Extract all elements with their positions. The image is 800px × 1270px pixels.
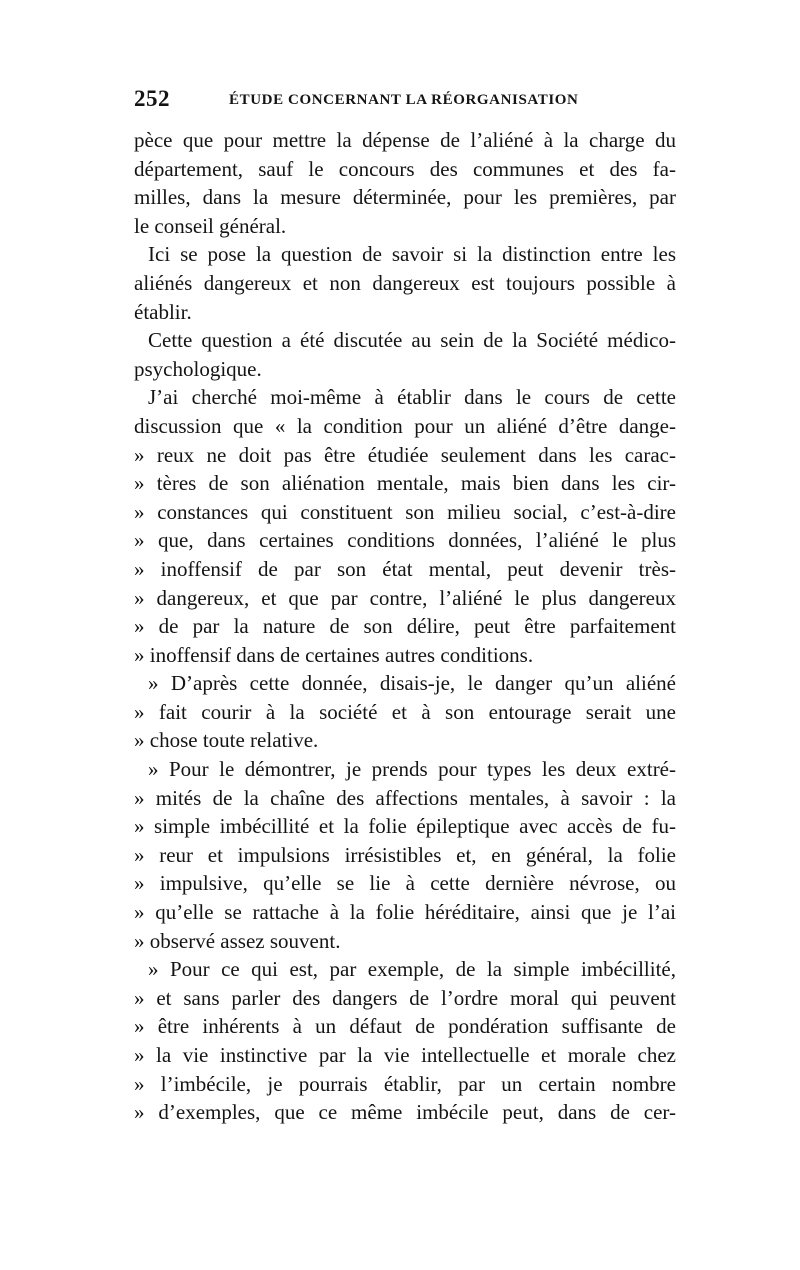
- body-text: [134, 126, 676, 1127]
- text-line: » la vie instinctive par la vie intellectuelle et morale chez: [134, 1043, 676, 1067]
- text-line: le conseil général.: [134, 213, 287, 238]
- text-line: J’ai cherché moi-même à établir dans le cours de cette: [148, 385, 676, 410]
- text-line: » être inhérents à un défaut de pondération suffisante de: [134, 1014, 676, 1039]
- text-line: » fait courir à la société et à son entourage serait une: [134, 699, 676, 724]
- text-line: pèce que pour mettre la dépense de l’aliéné à la charge du: [134, 128, 676, 152]
- text-line: » mités de la chaîne des affections mentales, à savoir : la: [134, 785, 676, 810]
- text-line: aliénés dangereux et non dangereux est toujours possible à: [134, 270, 676, 295]
- text-line: milles, dans la mesure déterminée, pour les premières, par: [134, 185, 676, 210]
- text-line: » dangereux, et que par contre, l’aliéné le plus dangereux: [134, 585, 676, 610]
- text-line: Cette question a été discutée au sein de la Société médico-: [148, 328, 676, 353]
- text-line: » Pour le démontrer, je prends pour types les deux extré-: [148, 757, 676, 782]
- text-line: » tères de son aliénation mentale, mais bien dans les cir-: [134, 471, 676, 496]
- text-line: » de par la nature de son délire, peut être parfaitement: [134, 614, 676, 639]
- text-line: » observé assez souvent.: [134, 928, 341, 953]
- text-line: » Pour ce qui est, par exemple, de la simple imbécillité,: [148, 957, 676, 982]
- text-line: » et sans parler des dangers de l’ordre moral qui peuvent: [134, 985, 676, 1010]
- text-line: » D’après cette donnée, disais-je, le danger qu’un aliéné: [148, 671, 676, 696]
- text-line: département, sauf le concours des communes et des fa-: [134, 156, 676, 181]
- text-line: » inoffensif de par son état mental, peut devenir très-: [134, 556, 676, 581]
- text-line: » inoffensif dans de certaines autres conditions.: [134, 642, 534, 667]
- text-line: établir.: [134, 299, 192, 324]
- running-head: ÉTUDE CONCERNANT LA RÉORGANISATION: [229, 92, 579, 108]
- text-line: » chose toute relative.: [134, 728, 319, 753]
- text-line: » d’exemples, que ce même imbécile peut, dans de cer-: [134, 1100, 676, 1125]
- text-line: » impulsive, qu’elle se lie à cette dernière névrose, ou: [134, 871, 676, 896]
- text-line: » simple imbécillité et la folie épileptique avec accès de fu-: [134, 814, 676, 839]
- text-line: » reux ne doit pas être étudiée seulement dans les carac-: [134, 442, 676, 467]
- page-number: 252: [134, 86, 170, 111]
- text-line: » constances qui constituent son milieu social, c’est-à-dire: [134, 499, 676, 524]
- text-line: » que, dans certaines conditions données, l’aliéné le plus: [134, 528, 676, 553]
- text-line: discussion que « la condition pour un aliéné d’être dange-: [134, 413, 676, 438]
- page-header: [134, 86, 676, 116]
- text-line: » qu’elle se rattache à la folie héréditaire, ainsi que je l’ai: [134, 900, 676, 925]
- text-line: » l’imbécile, je pourrais établir, par un certain nombre: [134, 1071, 676, 1096]
- text-line: » reur et impulsions irrésistibles et, en général, la folie: [134, 842, 676, 867]
- text-line: Ici se pose la question de savoir si la distinction entre les: [148, 242, 676, 267]
- text-line: psychologique.: [134, 356, 262, 381]
